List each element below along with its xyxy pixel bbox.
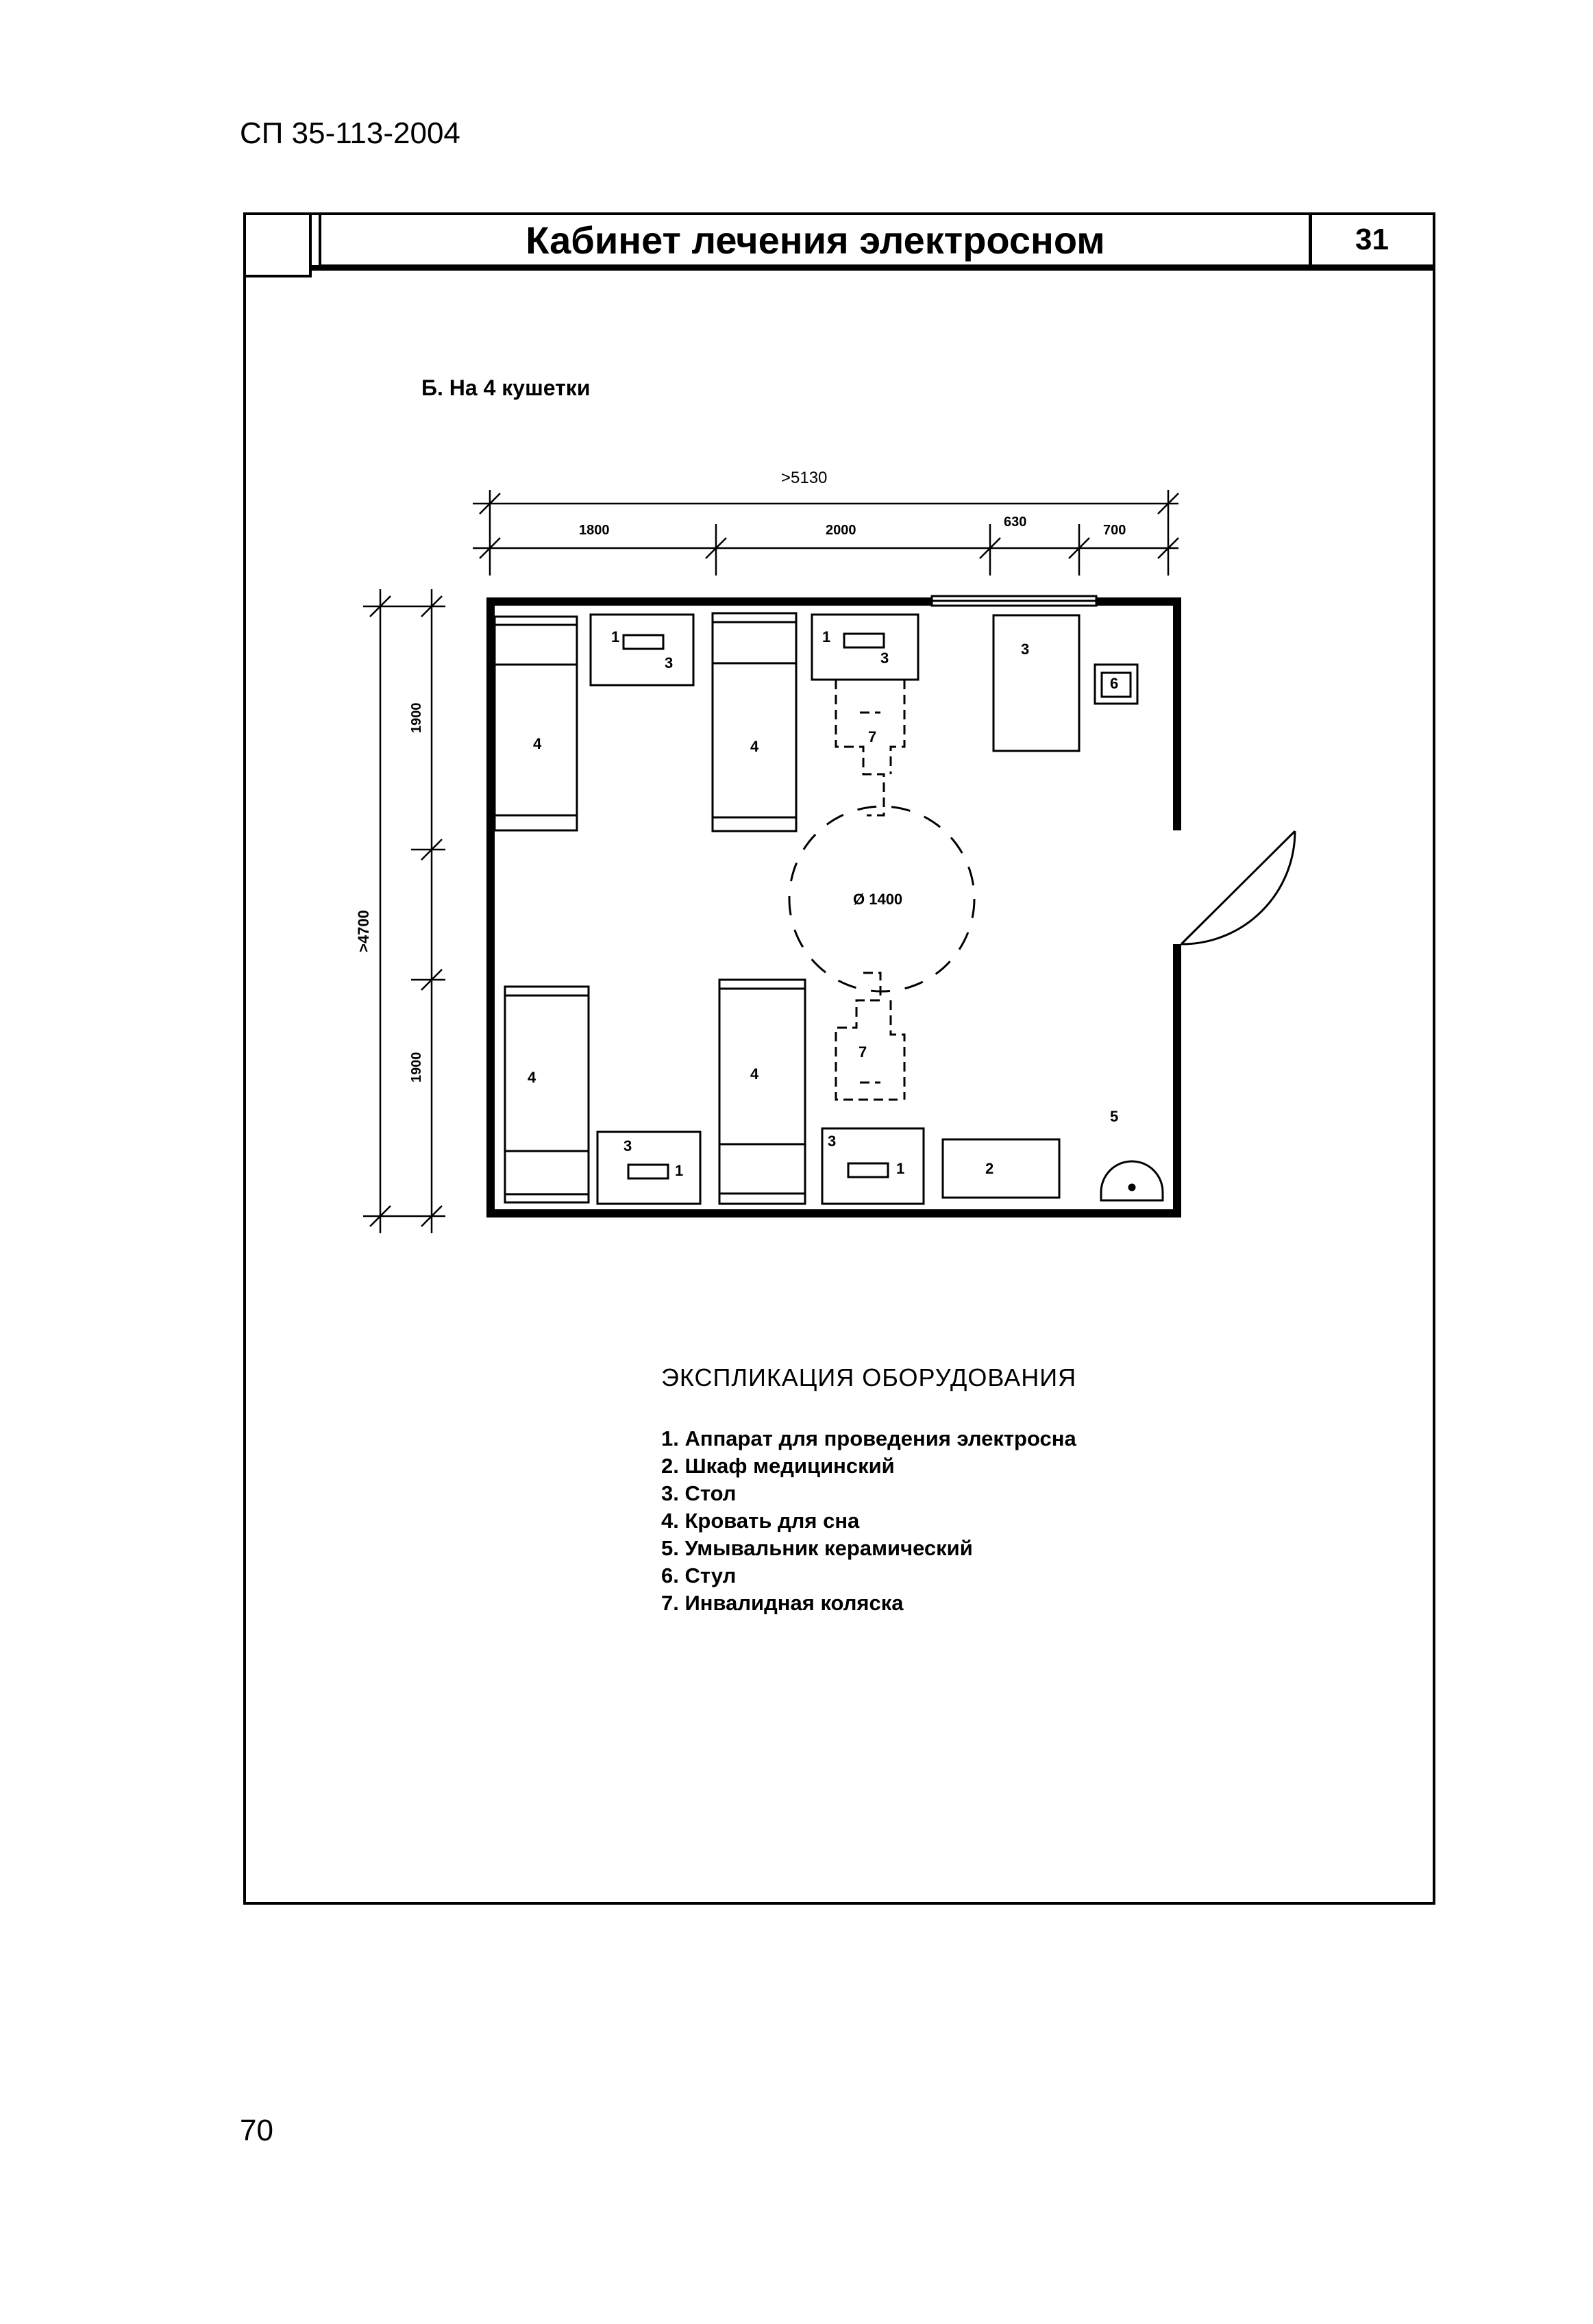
table-top-left [591, 615, 693, 685]
label-bed: 4 [533, 735, 542, 752]
label-cabinet: 2 [985, 1160, 994, 1177]
equipment-labels [528, 628, 1118, 1179]
label-bed: 4 [750, 738, 759, 755]
label-table: 3 [1021, 641, 1030, 658]
legend-item: 2. Шкаф медицинский [661, 1454, 895, 1478]
washbasin [1101, 1161, 1163, 1200]
bed-bottom-left [505, 987, 589, 1202]
table-top-center [812, 615, 918, 680]
table-bottom-center [822, 1128, 924, 1204]
room-walls [486, 597, 1181, 1217]
legend-item: 6. Стул [661, 1563, 737, 1587]
legend-item: 1. Аппарат для проведения электросна [661, 1426, 1076, 1450]
label-table: 3 [665, 654, 674, 671]
label-apparatus: 1 [896, 1160, 905, 1177]
wheelchair-top [836, 680, 904, 815]
label-table: 3 [828, 1133, 837, 1150]
dim-overall-height: >4700 [355, 910, 372, 952]
dim-turning-circle: Ø 1400 [853, 891, 903, 908]
label-washbasin: 5 [1110, 1108, 1119, 1125]
label-bed: 4 [528, 1069, 536, 1086]
dim-segment-3: 630 [1004, 515, 1027, 530]
label-bed: 4 [750, 1065, 759, 1083]
dim-segment-4: 700 [1103, 523, 1126, 538]
door [1181, 831, 1295, 944]
medical-cabinet [943, 1139, 1059, 1198]
label-apparatus: 1 [611, 628, 620, 645]
legend-item: 5. Умывальник керамический [661, 1536, 973, 1560]
label-wheelchair: 7 [868, 728, 877, 745]
vertical-dimensions [363, 589, 445, 1233]
dim-height-bottom: 1900 [409, 1052, 424, 1083]
dim-segment-2: 2000 [826, 523, 856, 538]
dim-segment-1: 1800 [579, 523, 610, 538]
legend-item: 4. Кровать для сна [661, 1509, 860, 1533]
window [932, 596, 1096, 606]
label-wheelchair: 7 [859, 1043, 867, 1061]
document-code: СП 35-113-2004 [240, 116, 460, 150]
dim-overall-width: >5130 [781, 469, 828, 487]
legend-heading: ЭКСПЛИКАЦИЯ ОБОРУДОВАНИЯ [661, 1363, 1077, 1392]
legend-item: 3. Стол [661, 1481, 737, 1505]
dim-height-top: 1900 [409, 702, 424, 733]
table-bottom-left [597, 1132, 700, 1204]
bed-top-center [713, 613, 796, 831]
bed-top-left [495, 617, 577, 830]
label-table: 3 [623, 1137, 632, 1154]
variant-label: Б. На 4 кушетки [421, 375, 591, 400]
label-apparatus: 1 [675, 1162, 684, 1179]
page-number: 70 [240, 2114, 273, 2147]
sheet-number: 31 [1355, 223, 1389, 256]
legend-item: 7. Инвалидная коляска [661, 1591, 904, 1615]
wheelchair-bottom [836, 973, 904, 1100]
label-chair: 6 [1110, 675, 1119, 692]
label-apparatus: 1 [822, 628, 831, 645]
bed-bottom-center [719, 980, 805, 1204]
sheet-title: Кабинет лечения электросном [526, 218, 1105, 262]
label-table: 3 [880, 650, 889, 667]
legend-list [661, 1425, 1076, 1617]
table-right [993, 615, 1079, 751]
